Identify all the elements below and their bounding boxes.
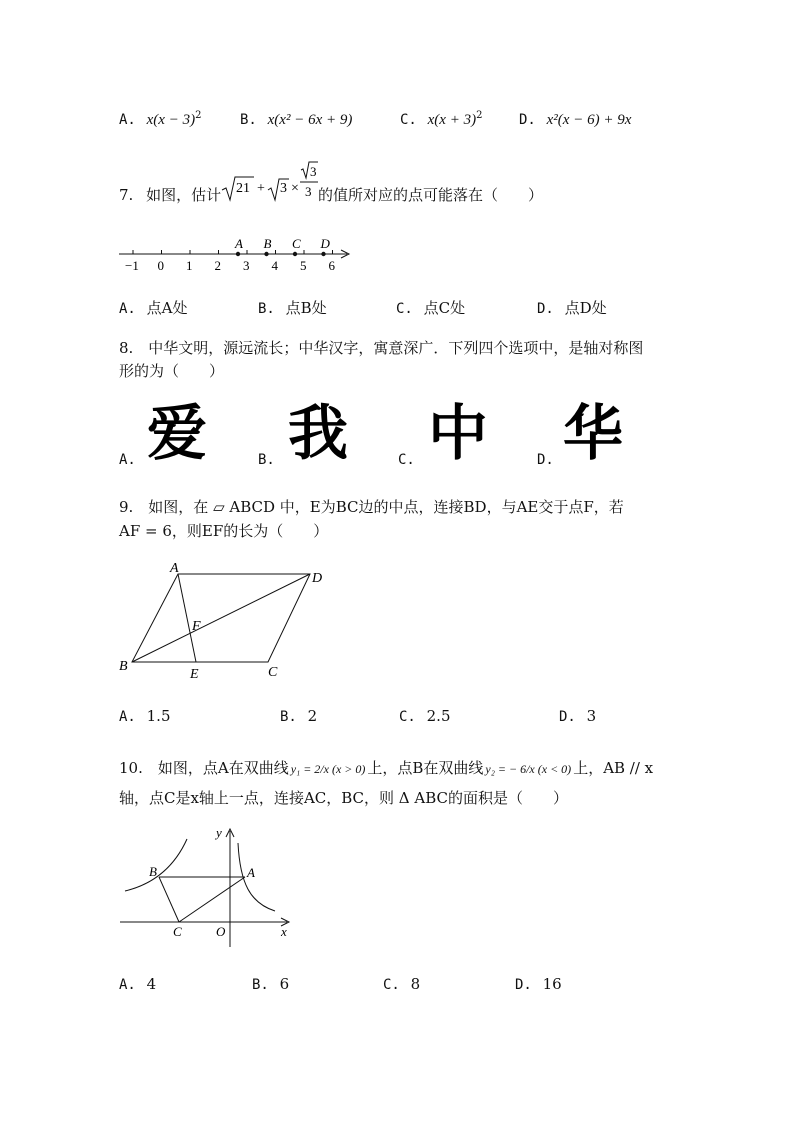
q8-stem-line1: 8. 中华文明，源远流长；中华汉字，寓意深广．下列四个选项中，是轴对称图 [119, 339, 644, 357]
option-label: D. [515, 977, 532, 993]
q6-option-b[interactable] [240, 110, 352, 129]
q6-option-a[interactable] [119, 110, 201, 129]
option-expression: x(x − 3) [146, 112, 196, 128]
times-sign: × [291, 181, 299, 196]
q9-option-d[interactable] [559, 707, 596, 725]
option-label: C. [399, 709, 416, 725]
option-text: 2 [307, 707, 318, 725]
vertex-label-d: D [312, 571, 323, 586]
exponent: 2 [476, 110, 483, 121]
option-text: 点D处 [564, 299, 607, 317]
q9-stem-line2: AF = 6，则EF的长为（ ） [119, 522, 329, 540]
vertex-label-a: A [170, 561, 179, 576]
stem-prefix: 如图，估计 [146, 186, 222, 204]
q9-option-a[interactable] [119, 707, 171, 725]
q10-option-c[interactable] [383, 975, 420, 993]
option-text: 8 [410, 975, 421, 993]
q7-stem-suffix: 的值所对应的点可能落在（ ） [318, 186, 544, 204]
frac-denominator: 3 [305, 184, 312, 199]
option-text: 点A处 [146, 299, 188, 317]
option-label: A. [119, 112, 136, 128]
number-line-point-label: C [292, 236, 301, 251]
vertex-label-b: B [119, 659, 128, 674]
option-label: D. [559, 709, 576, 725]
stem-part-b: 上，点B在双曲线 [367, 759, 484, 777]
number-line-tick-label: 4 [271, 258, 278, 273]
number-line-point [321, 252, 325, 256]
q10-option-d[interactable] [515, 975, 562, 993]
option-text: 16 [542, 975, 562, 993]
stem-part-a: 10. 如图，点A在双曲线 [119, 759, 289, 777]
option-label: B. [252, 977, 269, 993]
option-text: 2.5 [426, 707, 451, 725]
q7-option-b[interactable] [258, 297, 327, 318]
option-text: 1.5 [146, 707, 171, 725]
frac-numerator: 3 [310, 164, 317, 179]
equation-y1: y₁ = 2/x (x > 0) [290, 762, 366, 776]
q7-number-line [115, 232, 355, 274]
point-label-c: C [173, 924, 182, 939]
axis-label-y: y [216, 825, 222, 840]
number-line-tick-label: 3 [243, 258, 250, 273]
question-number: 7. [119, 186, 134, 204]
option-text: 3 [586, 707, 597, 725]
q8-option-a[interactable] [119, 400, 239, 470]
q10-stem-line1 [119, 757, 653, 778]
option-character: 华 [563, 399, 623, 469]
vertex-label-c: C [268, 665, 278, 680]
option-expression: x(x² − 6x + 9) [267, 112, 353, 128]
option-character: 我 [288, 399, 348, 469]
option-character: 中 [428, 399, 488, 469]
q10-hyperbola-figure [115, 825, 295, 950]
q8-option-c[interactable] [398, 400, 518, 470]
option-expression: x²(x − 6) + 9x [546, 112, 632, 128]
plus-sign: + [257, 181, 265, 196]
option-label: D. [537, 452, 554, 468]
point-label-e: E [190, 667, 199, 682]
number-line-tick-label: −1 [125, 258, 139, 273]
option-label: A. [119, 709, 136, 725]
point-label-a: A [247, 865, 255, 880]
axis-label-x: x [281, 924, 287, 939]
exponent: 2 [195, 110, 202, 121]
q10-stem-line2: 轴，点C是x轴上一点，连接AC，BC，则 Δ ABC的面积是（ ） [119, 789, 569, 807]
q9-parallelogram-figure [112, 556, 342, 686]
q10-option-b[interactable] [252, 975, 289, 993]
q8-option-b[interactable] [258, 400, 378, 470]
equation-y2: y₂ = − 6/x (x < 0) [485, 762, 572, 776]
radicand-3: 3 [280, 181, 287, 196]
option-label: A. [119, 977, 136, 993]
option-label: A. [119, 452, 136, 468]
q6-option-d[interactable] [519, 110, 631, 129]
number-line-tick-label: 0 [157, 258, 164, 273]
point-label-f: F [192, 619, 201, 634]
number-line-tick-label: 2 [214, 258, 221, 273]
option-text: 点C处 [423, 299, 466, 317]
option-label: B. [258, 452, 275, 468]
option-label: B. [280, 709, 297, 725]
radicand-21: 21 [236, 181, 250, 196]
option-label: C. [383, 977, 400, 993]
option-label: C. [396, 301, 413, 317]
option-label: C. [398, 452, 415, 468]
q6-option-c[interactable] [400, 110, 482, 129]
q7-radical-expression [220, 160, 320, 212]
option-label: D. [519, 112, 536, 128]
option-character: 爱 [147, 399, 207, 469]
origin-label: O [216, 924, 226, 939]
q9-option-b[interactable] [280, 707, 317, 725]
option-expression: x(x + 3) [427, 112, 477, 128]
option-text: 6 [279, 975, 290, 993]
q8-option-d[interactable] [537, 400, 657, 470]
number-line-point-label: A [235, 236, 243, 251]
option-text: 4 [146, 975, 157, 993]
option-label: B. [240, 112, 257, 128]
q10-option-a[interactable] [119, 975, 156, 993]
number-line-tick-label: 1 [186, 258, 193, 273]
number-line-point [236, 252, 240, 256]
point-label-b: B [149, 864, 157, 879]
q9-option-c[interactable] [399, 707, 451, 725]
q7-option-a[interactable] [119, 297, 187, 318]
option-label: D. [537, 301, 554, 317]
q7-stem [119, 180, 221, 210]
stem-part-c: 上，AB // x [573, 759, 654, 777]
q9-stem-line1: 9. 如图，在 ▱ ABCD 中，E为BC边的中点，连接BD，与AE交于点F，若 [119, 498, 624, 516]
number-line-point-label: B [263, 236, 272, 251]
option-label: A. [119, 301, 136, 317]
q8-stem-line2: 形的为（ ） [119, 362, 225, 380]
option-text: 点B处 [285, 299, 327, 317]
option-label: C. [400, 112, 417, 128]
q7-option-c[interactable] [396, 297, 465, 318]
number-line-tick-label: 6 [328, 258, 335, 273]
number-line-point [264, 252, 268, 256]
number-line-tick-label: 5 [300, 258, 307, 273]
q7-option-d[interactable] [537, 297, 607, 318]
number-line-point [293, 252, 297, 256]
option-label: B. [258, 301, 275, 317]
number-line-point-label: D [320, 236, 330, 251]
